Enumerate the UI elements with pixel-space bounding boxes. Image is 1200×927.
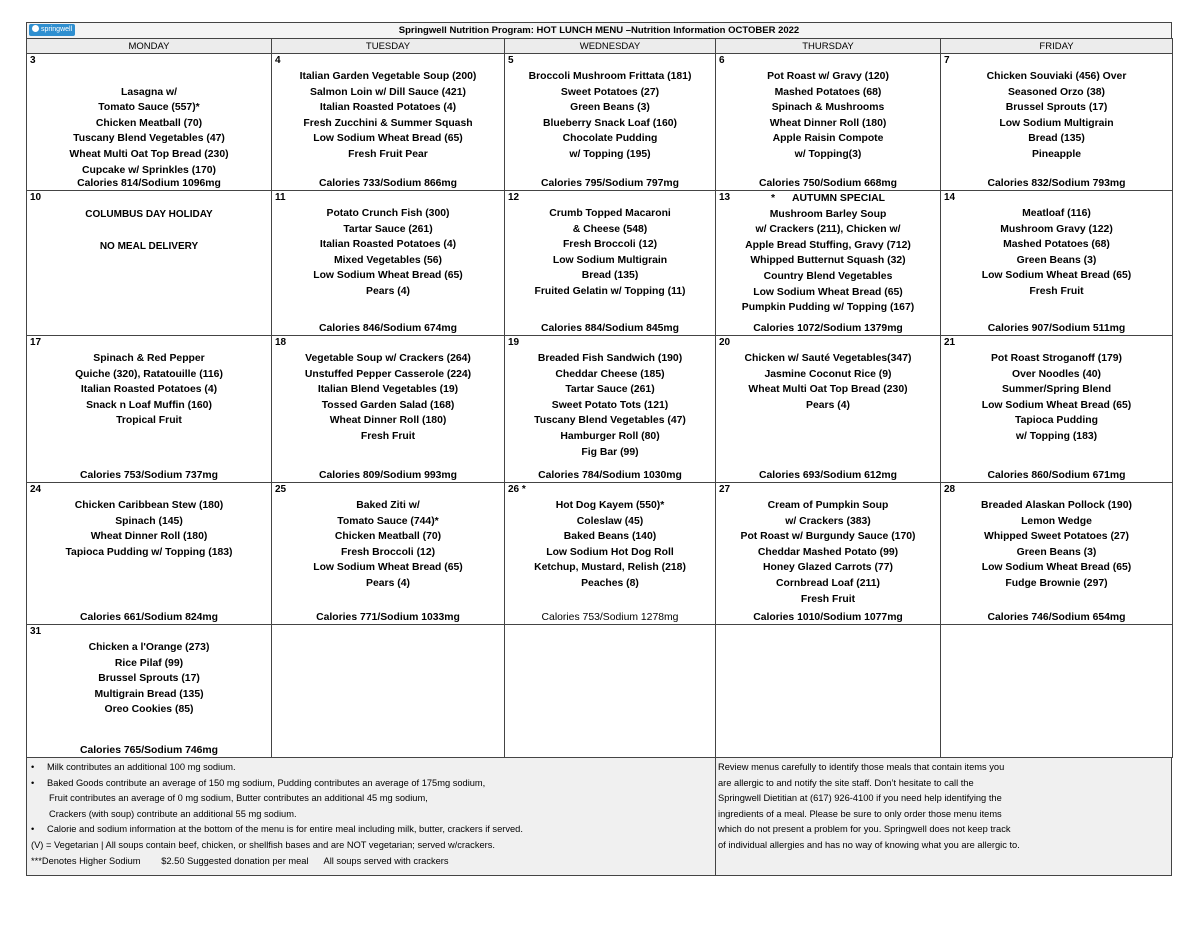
- menu-item: Sweet Potato Tots (121): [551, 399, 669, 411]
- calorie-sodium-total: Calories 750/Sodium 668mg: [758, 178, 898, 189]
- weekday-header: FRIDAY: [941, 39, 1173, 54]
- menu-item: Fudge Brownie (297): [1005, 577, 1108, 589]
- holiday-line: NO MEAL DELIVERY: [99, 241, 199, 252]
- menu-sheet: [26, 22, 1172, 876]
- menu-item: Tuscany Blend Vegetables (47): [534, 415, 686, 427]
- menu-item: Pot Roast w/ Gravy (120): [767, 71, 889, 82]
- weekday-header: WEDNESDAY: [505, 39, 716, 54]
- day-cell-content: [27, 625, 271, 757]
- menu-item: Wheat Dinner Roll (180): [769, 117, 887, 129]
- menu-item: Pineapple: [1031, 148, 1082, 160]
- menu-item: Pot Roast Stroganoff (179): [990, 353, 1123, 364]
- day-cell-content: [505, 191, 715, 335]
- menu-item: Rice Pilaf (99): [114, 657, 184, 669]
- day-cell-content: [716, 625, 940, 757]
- menu-item: Chocolate Pudding: [562, 133, 658, 145]
- day-cell-content: [272, 54, 504, 190]
- calorie-sodium-total: Calories 693/Sodium 612mg: [758, 470, 898, 481]
- menu-item: Fresh Fruit: [360, 430, 416, 442]
- special-label: * AUTUMN SPECIAL: [771, 193, 885, 204]
- day-cell: [505, 54, 716, 191]
- note-text: Baked Goods contribute an average of 150 mg sodium, Pudding contributes an average of 175mg sodium,: [47, 777, 486, 788]
- day-number: 31: [30, 626, 42, 637]
- menu-item: Tomato Sauce (557)*: [98, 102, 200, 114]
- menu-item: Apple Raisin Compote: [772, 133, 884, 145]
- menu-item: Brussel Sprouts (17): [98, 673, 200, 685]
- menu-items: [272, 483, 504, 592]
- calorie-sodium-total: Calories 795/Sodium 797mg: [540, 178, 680, 189]
- menu-item: Breaded Fish Sandwich (190): [537, 353, 683, 364]
- bullet-icon: •: [31, 824, 35, 835]
- menu-item: Cream of Pumpkin Soup: [767, 500, 889, 511]
- menu-calendar: [26, 38, 1173, 758]
- day-cell-content: [941, 54, 1172, 190]
- menu-item: Cupcake w/ Sprinkles (170): [82, 164, 216, 176]
- holiday-notice: [27, 191, 271, 255]
- day-cell: [941, 54, 1173, 191]
- logo-text: springwell: [41, 26, 73, 33]
- calorie-sodium-total: Calories 733/Sodium 866mg: [318, 178, 458, 189]
- day-number: 20: [719, 337, 731, 348]
- menu-item: Potato Crunch Fish (300): [326, 208, 450, 219]
- allergy-line: Review menus carefully to identify those meals that contain items you: [718, 762, 1005, 772]
- menu-item: Wheat Dinner Roll (180): [90, 531, 208, 543]
- nutrition-notes: [27, 758, 716, 875]
- menu-item: Blueberry Snack Loaf (160): [543, 117, 677, 129]
- day-cell: [27, 54, 272, 191]
- note-line: [31, 776, 715, 792]
- calorie-sodium-total: Calories 784/Sodium 1030mg: [538, 470, 682, 481]
- menu-item: Mashed Potatoes (68): [1003, 239, 1110, 251]
- menu-item: Ketchup, Mustard, Relish (218): [534, 562, 686, 574]
- menu-item: Pears (4): [366, 285, 410, 297]
- menu-items: [716, 54, 940, 163]
- menu-item: Low Sodium Wheat Bread (65): [981, 562, 1132, 574]
- menu-item: Italian Roasted Potatoes (4): [80, 384, 218, 396]
- day-number: 19: [508, 337, 520, 348]
- menu-item: Bread (135): [581, 270, 639, 282]
- menu-item: Unstuffed Pepper Casserole (224): [304, 368, 472, 380]
- menu-items: [272, 54, 504, 163]
- day-cell: [272, 191, 505, 336]
- day-number: 26 *: [508, 484, 526, 495]
- menu-items: [941, 191, 1172, 300]
- menu-item: Mushroom Barley Soup: [769, 208, 887, 220]
- day-cell: [272, 625, 505, 758]
- menu-item: Vegetable Soup w/ Crackers (264): [305, 353, 471, 364]
- menu-item: Tartar Sauce (261): [343, 223, 433, 235]
- menu-item: Fresh Zucchini & Summer Squash: [303, 117, 473, 129]
- day-number: 4: [275, 55, 281, 66]
- day-number: 21: [944, 337, 956, 348]
- menu-item: Fresh Broccoli (12): [340, 546, 436, 558]
- day-cell-content: [941, 191, 1172, 335]
- day-cell: [716, 483, 941, 625]
- week-row: [27, 191, 1173, 336]
- menu-item: Green Beans (3): [570, 102, 650, 114]
- calorie-sodium-total: Calories 661/Sodium 824mg: [79, 612, 219, 623]
- day-cell: [272, 483, 505, 625]
- day-number: 28: [944, 484, 956, 495]
- menu-item: Low Sodium Wheat Bread (65): [753, 286, 903, 298]
- menu-item: Hot Dog Kayem (550)*: [555, 500, 665, 511]
- week-row: [27, 54, 1173, 191]
- menu-items: [505, 483, 715, 592]
- day-number: 24: [30, 484, 42, 495]
- menu-item: Pot Roast w/ Burgundy Sauce (170): [740, 531, 916, 543]
- menu-item: Wheat Multi Oat Top Bread (230): [748, 384, 908, 396]
- menu-item: Broccoli Mushroom Frittata (181): [528, 71, 692, 82]
- springwell-logo: [29, 24, 75, 36]
- menu-item: Low Sodium Multigrain: [999, 117, 1114, 129]
- menu-item: Salmon Loin w/ Dill Sauce (421): [310, 86, 466, 98]
- day-number: 3: [30, 55, 36, 66]
- menu-item: Cornbread Loaf (211): [776, 577, 880, 589]
- day-cell-content: [941, 336, 1172, 482]
- allergy-line: ingredients of a meal. Please be sure to only order those menu items: [718, 808, 1002, 819]
- menu-item: w/ Crackers (211), Chicken w/: [755, 224, 901, 236]
- day-cell: [941, 336, 1173, 483]
- menu-item: Tapioca Pudding: [1015, 415, 1098, 427]
- menu-item: Over Noodles (40): [1012, 368, 1101, 380]
- menu-item: Low Sodium Wheat Bread (65): [313, 270, 463, 282]
- calorie-sodium-total: Calories 1072/Sodium 1379mg: [753, 323, 903, 334]
- week-row: [27, 625, 1173, 758]
- calorie-sodium-total: Calories 907/Sodium 511mg: [987, 323, 1126, 334]
- menu-item: Low Sodium Wheat Bread (65): [313, 562, 463, 574]
- menu-item: Mushroom Gravy (122): [1000, 223, 1113, 235]
- weekday-header: TUESDAY: [272, 39, 505, 54]
- menu-items: [716, 191, 940, 316]
- menu-item: Seasoned Orzo (38): [1007, 86, 1105, 98]
- menu-item: Honey Glazed Carrots (77): [763, 562, 893, 574]
- menu-items: [27, 483, 271, 560]
- menu-items: [27, 336, 271, 429]
- weekday-header: MONDAY: [27, 39, 272, 54]
- menu-item: w/ Crackers (383): [785, 515, 871, 527]
- menu-item: Green Beans (3): [1016, 546, 1097, 558]
- menu-item: Pears (4): [806, 399, 850, 411]
- allergy-line: of individual allergies and has no way of knowing what you are allergic to.: [718, 839, 1020, 850]
- week-row: [27, 336, 1173, 483]
- menu-item: Lasagna w/: [120, 86, 177, 98]
- menu-item: Fresh Fruit Pear: [348, 148, 428, 160]
- weekday-header-row: [27, 39, 1173, 54]
- day-cell-content: [505, 483, 715, 624]
- day-number: 12: [508, 192, 520, 203]
- menu-items: [716, 483, 940, 607]
- note-text: Milk contributes an additional 100 mg sodium.: [47, 762, 236, 772]
- menu-item: Meatloaf (116): [1022, 208, 1091, 219]
- day-cell-content: [716, 191, 940, 335]
- menu-item: Chicken Meatball (70): [334, 531, 442, 543]
- allergy-line: Springwell Dietitian at (617) 926-4100 if you need help identifying the: [718, 793, 1002, 804]
- menu-item: Fresh Fruit: [1029, 285, 1084, 297]
- calorie-sodium-total: Calories 809/Sodium 993mg: [318, 470, 458, 481]
- day-cell: [941, 625, 1173, 758]
- menu-items: [272, 336, 504, 445]
- menu-item: Hamburger Roll (80): [560, 430, 660, 442]
- day-cell-content: [716, 483, 940, 624]
- calorie-sodium-total: Calories 860/Sodium 671mg: [987, 470, 1126, 481]
- day-number: 10: [30, 192, 42, 203]
- day-cell: [272, 54, 505, 191]
- menu-item: Fresh Broccoli (12): [562, 239, 658, 251]
- note-text: Calorie and sodium information at the bottom of the menu is for entire meal including milk, butter, crackers if served.: [47, 824, 523, 835]
- note-line: [31, 807, 715, 823]
- menu-item: Tomato Sauce (744)*: [337, 515, 439, 527]
- menu-item: Low Sodium Hot Dog Roll: [546, 546, 674, 558]
- note-line: [31, 822, 715, 838]
- day-cell-content: [272, 625, 504, 757]
- calorie-sodium-total: Calories 846/Sodium 674mg: [318, 323, 458, 334]
- menu-item: w/ Topping (183): [1015, 430, 1098, 442]
- day-cell-content: [272, 483, 504, 624]
- menu-items: [505, 54, 715, 163]
- day-number: 18: [275, 337, 287, 348]
- calorie-sodium-total: Calories 765/Sodium 746mg: [79, 745, 219, 756]
- day-cell-content: [505, 336, 715, 482]
- menu-item: Fig Bar (99): [581, 446, 639, 458]
- day-number: 6: [719, 55, 725, 66]
- day-cell: [27, 336, 272, 483]
- day-cell: [716, 54, 941, 191]
- menu-item: Bread (135): [1028, 133, 1085, 145]
- day-cell: [716, 336, 941, 483]
- allergy-notice: [716, 758, 1171, 875]
- menu-item: Italian Roasted Potatoes (4): [319, 102, 457, 114]
- menu-item: Green Beans (3): [1016, 254, 1097, 266]
- menu-item: Cheddar Cheese (185): [555, 368, 665, 380]
- menu-item: Low Sodium Wheat Bread (65): [313, 133, 463, 145]
- menu-item: Oreo Cookies (85): [104, 704, 194, 716]
- menu-item: Fresh Fruit: [800, 593, 856, 605]
- note-text: Crackers (with soup) contribute an additional 55 mg sodium.: [49, 808, 297, 819]
- menu-items: [272, 191, 504, 300]
- menu-items: [27, 54, 271, 178]
- menu-item: Low Sodium Wheat Bread (65): [981, 270, 1132, 282]
- menu-item: Apple Bread Stuffing, Gravy (712): [745, 239, 911, 251]
- menu-item: Lemon Wedge: [1021, 515, 1092, 527]
- note-text: (V) = Vegetarian | All soups contain beef, chicken, or shellfish bases and are NOT vegetarian; served w/crackers.: [31, 839, 495, 850]
- menu-item: Whipped Butternut Squash (32): [750, 255, 906, 267]
- menu-item: Whipped Sweet Potatoes (27): [984, 531, 1129, 543]
- menu-item: Crumb Topped Macaroni: [549, 208, 671, 219]
- day-cell: [505, 336, 716, 483]
- day-number: 11: [275, 192, 286, 203]
- menu-item: Baked Beans (140): [563, 531, 657, 543]
- day-cell: [505, 191, 716, 336]
- calorie-sodium-total: Calories 884/Sodium 845mg: [540, 323, 680, 334]
- menu-items: [941, 336, 1172, 445]
- menu-item: Mixed Vegetables (56): [334, 254, 442, 266]
- menu-item: Italian Garden Vegetable Soup (200): [299, 71, 477, 82]
- weekday-header: THURSDAY: [716, 39, 941, 54]
- menu-item: Cheddar Mashed Potato (99): [757, 546, 899, 558]
- menu-item: w/ Topping (195): [569, 148, 651, 160]
- day-cell: [505, 483, 716, 625]
- note-line: [31, 854, 715, 870]
- menu-item: Jasmine Coconut Rice (9): [764, 368, 892, 380]
- day-cell-content: [27, 191, 271, 335]
- day-cell-content: [716, 54, 940, 190]
- week-row: [27, 483, 1173, 625]
- menu-item: Baked Ziti w/: [356, 500, 420, 511]
- menu-item: Multigrain Bread (135): [94, 688, 204, 700]
- logo-icon: [32, 25, 39, 32]
- menu-items: [27, 625, 271, 718]
- menu-item: Peaches (8): [581, 577, 639, 589]
- page-title: Springwell Nutrition Program: HOT LUNCH MENU –Nutrition Information OCTOBER 2022: [398, 25, 800, 36]
- menu-items: [716, 336, 940, 413]
- menu-item: Quiche (320), Ratatouille (116): [75, 368, 223, 380]
- menu-item: Low Sodium Wheat Bread (65): [981, 399, 1132, 411]
- day-number: 7: [944, 55, 950, 66]
- day-cell: [505, 625, 716, 758]
- day-number: 27: [719, 484, 731, 495]
- calorie-sodium-total: Calories 814/Sodium 1096mg: [77, 178, 221, 189]
- calendar-body: [27, 54, 1173, 758]
- day-cell-content: [27, 336, 271, 482]
- menu-item: Summer/Spring Blend: [1001, 384, 1112, 396]
- menu-item: Country Blend Vegetables: [763, 270, 893, 282]
- menu-items: [941, 54, 1172, 163]
- menu-item: Chicken w/ Sauté Vegetables(347): [744, 353, 912, 364]
- calorie-sodium-total: Calories 771/Sodium 1033mg: [316, 612, 460, 623]
- menu-item: Pears (4): [366, 577, 410, 589]
- menu-item: Pumpkin Pudding w/ Topping (167): [741, 302, 915, 314]
- note-text: Fruit contributes an average of 0 mg sodium, Butter contributes an additional 45 mg sodium,: [49, 793, 428, 804]
- calorie-sodium-total: Calories 746/Sodium 654mg: [987, 612, 1126, 623]
- menu-item: [27, 69, 271, 85]
- menu-item: Spinach (145): [115, 515, 183, 527]
- menu-item: Tapioca Pudding w/ Topping (183): [65, 546, 233, 558]
- menu-item: Spinach & Mushrooms: [771, 102, 885, 114]
- day-number: 17: [30, 337, 42, 348]
- day-cell-content: [941, 483, 1172, 624]
- menu-item: Chicken Souviaki (456) Over: [986, 71, 1127, 82]
- day-number: 5: [508, 55, 514, 66]
- day-cell: [716, 625, 941, 758]
- title-bar: [26, 22, 1172, 38]
- day-cell: [941, 483, 1173, 625]
- day-cell: [716, 191, 941, 336]
- note-line: [31, 838, 715, 854]
- menu-items: [941, 483, 1172, 592]
- day-cell-content: [272, 191, 504, 335]
- menu-item: Tropical Fruit: [116, 415, 182, 427]
- note-line: [31, 791, 715, 807]
- day-cell-content: [505, 625, 715, 757]
- notes-section: [26, 758, 1172, 876]
- menu-item: Low Sodium Multigrain: [552, 254, 668, 266]
- day-cell-content: [941, 625, 1172, 757]
- day-number: 13: [719, 192, 731, 203]
- calorie-sodium-total: Calories 753/Sodium 1278mg: [541, 612, 679, 623]
- menu-item: Spinach & Red Pepper: [93, 353, 205, 364]
- menu-item: Chicken Caribbean Stew (180): [74, 500, 224, 511]
- menu-item: Sweet Potatoes (27): [560, 86, 660, 98]
- day-number: 25: [275, 484, 287, 495]
- day-cell: [941, 191, 1173, 336]
- menu-item: Tuscany Blend Vegetables (47): [73, 133, 225, 145]
- bullet-icon: •: [31, 762, 35, 772]
- menu-item: Italian Blend Vegetables (19): [317, 384, 459, 396]
- menu-item: Coleslaw (45): [576, 515, 644, 527]
- day-cell-content: [272, 336, 504, 482]
- menu-item: Italian Roasted Potatoes (4): [319, 239, 457, 251]
- menu-item: & Cheese (548): [572, 223, 648, 235]
- menu-item: Breaded Alaskan Pollock (190): [981, 500, 1132, 511]
- menu-item: Brussel Sprouts (17): [1005, 102, 1108, 114]
- menu-item: Chicken a l'Orange (273): [88, 642, 210, 653]
- menu-item: Tossed Garden Salad (168): [321, 399, 455, 411]
- holiday-line: COLUMBUS DAY HOLIDAY: [85, 209, 213, 220]
- note-line: [31, 760, 715, 776]
- day-cell: [27, 625, 272, 758]
- menu-items: [505, 336, 715, 460]
- menu-item: Wheat Dinner Roll (180): [329, 415, 447, 427]
- menu-item: Chicken Meatball (70): [95, 117, 203, 129]
- allergy-line: which do not present a problem for you. Springwell does not keep track: [718, 824, 1011, 835]
- day-cell: [27, 483, 272, 625]
- note-text: ***Denotes Higher Sodium $2.50 Suggested donation per meal All soups served with crackers: [31, 855, 449, 866]
- day-cell-content: [27, 483, 271, 624]
- day-cell: [27, 191, 272, 336]
- day-number: 14: [944, 192, 956, 203]
- day-cell-content: [505, 54, 715, 190]
- menu-item: Mashed Potatoes (68): [774, 86, 882, 98]
- day-cell-content: [716, 336, 940, 482]
- allergy-line: are allergic to and notify the site staff. Don’t hesitate to call the: [718, 777, 974, 788]
- menu-item: Wheat Multi Oat Top Bread (230): [69, 148, 229, 160]
- menu-item: Fruited Gelatin w/ Topping (11): [534, 285, 686, 297]
- menu-items: [505, 191, 715, 300]
- day-cell: [272, 336, 505, 483]
- menu-item: w/ Topping(3): [794, 148, 862, 160]
- calorie-sodium-total: Calories 753/Sodium 737mg: [79, 470, 219, 481]
- day-cell-content: [27, 54, 271, 190]
- menu-item: Snack n Loaf Muffin (160): [86, 399, 212, 411]
- calorie-sodium-total: Calories 1010/Sodium 1077mg: [753, 612, 903, 623]
- bullet-icon: •: [31, 777, 35, 788]
- calorie-sodium-total: Calories 832/Sodium 793mg: [987, 178, 1126, 189]
- menu-item: Tartar Sauce (261): [565, 384, 655, 396]
